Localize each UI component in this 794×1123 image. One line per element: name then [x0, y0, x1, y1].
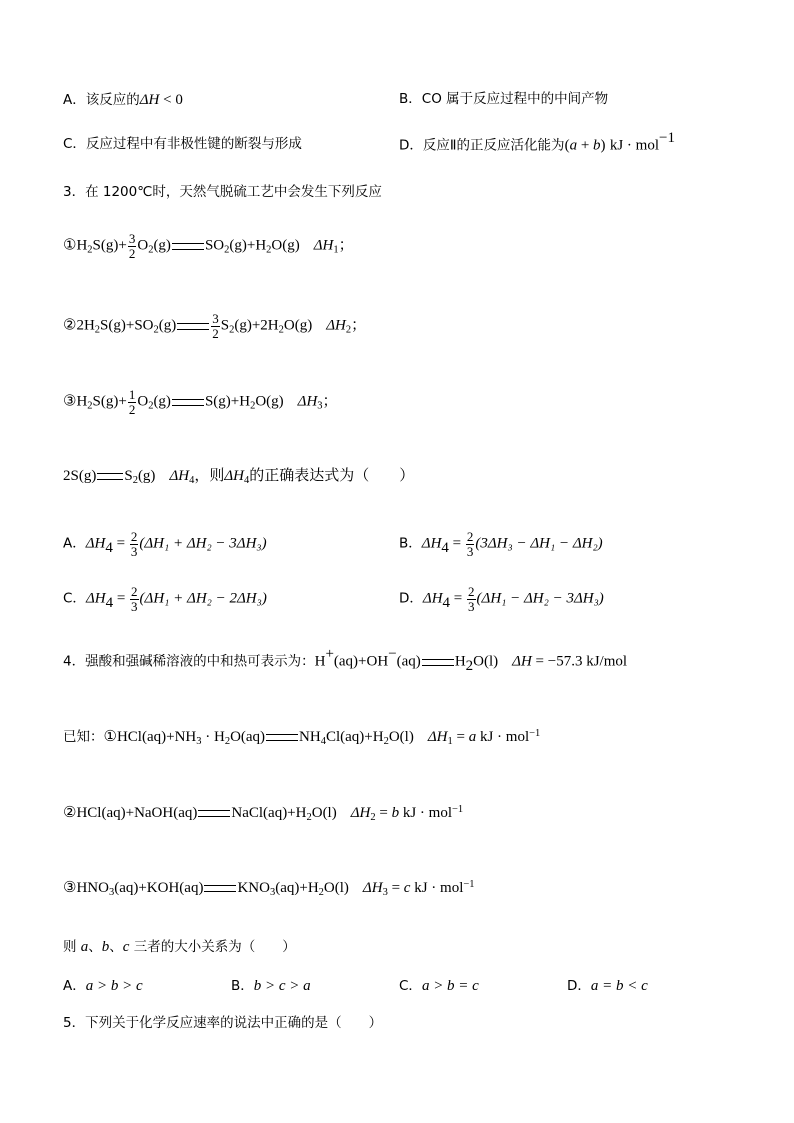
- equals-double-line: [204, 885, 236, 892]
- q5-stem: 5．下列关于化学反应速率的说法中正确的是（ ）: [63, 1015, 383, 1031]
- fraction: $\frac{2}{3}$: [466, 529, 474, 559]
- equals-double-line: [198, 810, 230, 817]
- q3-reaction-2: $②2H_2S(g)+SO_2(g)$ $\frac{3}{2}$ $S_2(g)+2H_2O(g)$ $\Delta H_2$；: [63, 311, 367, 341]
- q4-reaction-1: 已知：$①HCl(aq)+NH_3 \cdot H_2O(aq)$ $NH_4Cl(aq)+H_2O(l) \Delta H_1 = a$ kJ · mol$^{-1}$: [63, 727, 541, 748]
- q2-option-b: B．CO 属于反应过程中的中间产物: [399, 91, 609, 107]
- equals-double-line: [422, 659, 454, 666]
- equals-double-line: [266, 734, 298, 741]
- fraction: $\frac{2}{3}$: [468, 584, 475, 614]
- q3-reaction-4: 2S(g) $S_2(g)$ $\Delta H_4$，则$\Delta H_4$的正确表达式为（ ）: [63, 466, 415, 487]
- q3-option-c: C．$\Delta H_4$ = $\frac{2}{3}$ (ΔH₁ + ΔH₂ − 2ΔH₃): [63, 584, 267, 614]
- q4-option-a: A．a > b > c: [63, 978, 143, 994]
- equals-double-line: [177, 323, 209, 330]
- fraction: $\frac{2}{3}$: [130, 529, 138, 559]
- q3-option-d: D．$\Delta H_4$ = $\frac{2}{3}$ (ΔH₁ − ΔH₂ − 3ΔH₃): [399, 584, 604, 614]
- equals-double-line: [172, 243, 204, 250]
- q2-option-d: D．反应Ⅱ的正反应活化能为(a + b) kJ · mol$^{-1}$: [399, 130, 675, 154]
- q4-stem: 4．强酸和强碱稀溶液的中和热可表示为：H+(aq)+OH−(aq) $H_2O(l) \Delta H = -57.3$ kJ/mol: [63, 646, 628, 674]
- q2-option-a: A．该反应的ΔH < 0: [63, 92, 183, 108]
- q2-option-c: C．反应过程中有非极性键的断裂与形成: [63, 136, 302, 152]
- q3-option-a: A．$\Delta H_4$ = $\frac{2}{3}$ (ΔH₁ + ΔH₂ − 3ΔH₃): [63, 529, 267, 559]
- q3-stem: 3．在 1200℃时，天然气脱硫工艺中会发生下列反应: [63, 184, 382, 200]
- q4-reaction-2: ②HCl(aq)+NaOH(aq) $NaCl(aq)+H_2O(l) \Delta H_2 = b$ kJ · mol$^{-1}$: [63, 803, 464, 824]
- q3-reaction-1: $①H_2S(g)+$ $\frac{3}{2}$ $O_2(g)$ $SO_2(g)+H_2O(g)$ $\Delta H_1$；: [63, 231, 354, 261]
- fraction: $\frac{1}{2}$: [128, 387, 136, 417]
- q4-option-d: D．a = b < c: [567, 978, 648, 994]
- q4-reaction-3: $③HNO_3(aq)+KOH(aq)$ $KNO_3(aq)+H_2O(l) \Delta H_3 = c$ kJ · mol$^{-1}$: [63, 878, 475, 899]
- q4-question: 则 a、b、c 三者的大小关系为（ ）: [63, 939, 296, 955]
- equals-double-line: [172, 399, 204, 406]
- fraction: $\frac{3}{2}$: [128, 231, 136, 261]
- fraction: $\frac{3}{2}$: [212, 311, 219, 341]
- q4-option-b: B．b > c > a: [231, 978, 311, 994]
- q4-option-c: C．a > b = c: [399, 978, 479, 994]
- equals-double-line: [97, 473, 123, 480]
- fraction: $\frac{2}{3}$: [131, 584, 138, 614]
- q3-option-b: B．$\Delta H_4$ = $\frac{2}{3}$ (3ΔH₃ − ΔH₁ − ΔH₂): [399, 529, 603, 559]
- q3-reaction-3: $③H_2S(g)+$ $\frac{1}{2}$ $O_2(g)$ $S(g)+H_2O(g)$ $\Delta H_3$；: [63, 387, 338, 417]
